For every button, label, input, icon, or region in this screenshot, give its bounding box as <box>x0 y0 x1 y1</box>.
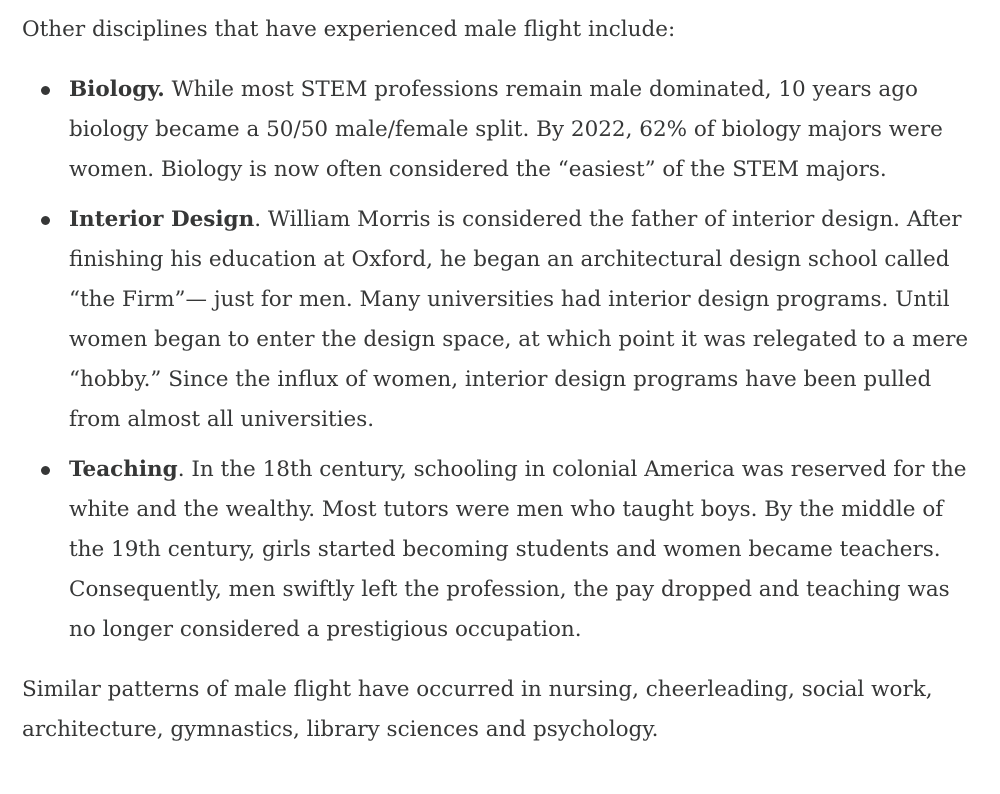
list-item-biology <box>22 70 972 190</box>
bullet-icon <box>41 216 50 225</box>
list-item-text: While most STEM professions remain male dominated, 10 years ago biology became a 50/50 male/female split. By 2022, 62% of biology majors were women. Biology is now often considered the “easiest” of the STEM majors. <box>69 77 943 182</box>
list-item-term: Teaching <box>69 457 178 482</box>
disciplines-list <box>22 70 972 650</box>
article-body <box>22 10 972 750</box>
bullet-icon <box>41 86 50 95</box>
list-item-interior-design <box>22 200 972 440</box>
list-item-teaching <box>22 450 972 650</box>
intro-paragraph: Other disciplines that have experienced male flight include: <box>22 17 676 42</box>
list-item-term: Biology. <box>69 77 165 102</box>
list-item-text: . William Morris is considered the father of interior design. After finishing his education at Oxford, he began an architectural design school called “the Firm”— just for men. Many universities had interior design programs. Until women began to enter the design space, at which point it was relegated to a mere “hobby.” Since the influx of women, interior design programs have been pulled from almost all universities. <box>69 207 969 432</box>
conclusion-paragraph: Similar patterns of male flight have occurred in nursing, cheerleading, social work, architecture, gymnastics, library sciences and psychology. <box>22 677 933 742</box>
bullet-icon <box>41 466 50 475</box>
list-item-term: Interior Design <box>69 207 255 232</box>
list-item-text: . In the 18th century, schooling in colonial America was reserved for the white and the wealthy. Most tutors were men who taught boys. By the middle of the 19th century, girls started becoming students and women became teachers. Consequently, men swiftly left the profession, the pay dropped and teaching was no longer considered a prestigious occupation. <box>69 457 967 642</box>
